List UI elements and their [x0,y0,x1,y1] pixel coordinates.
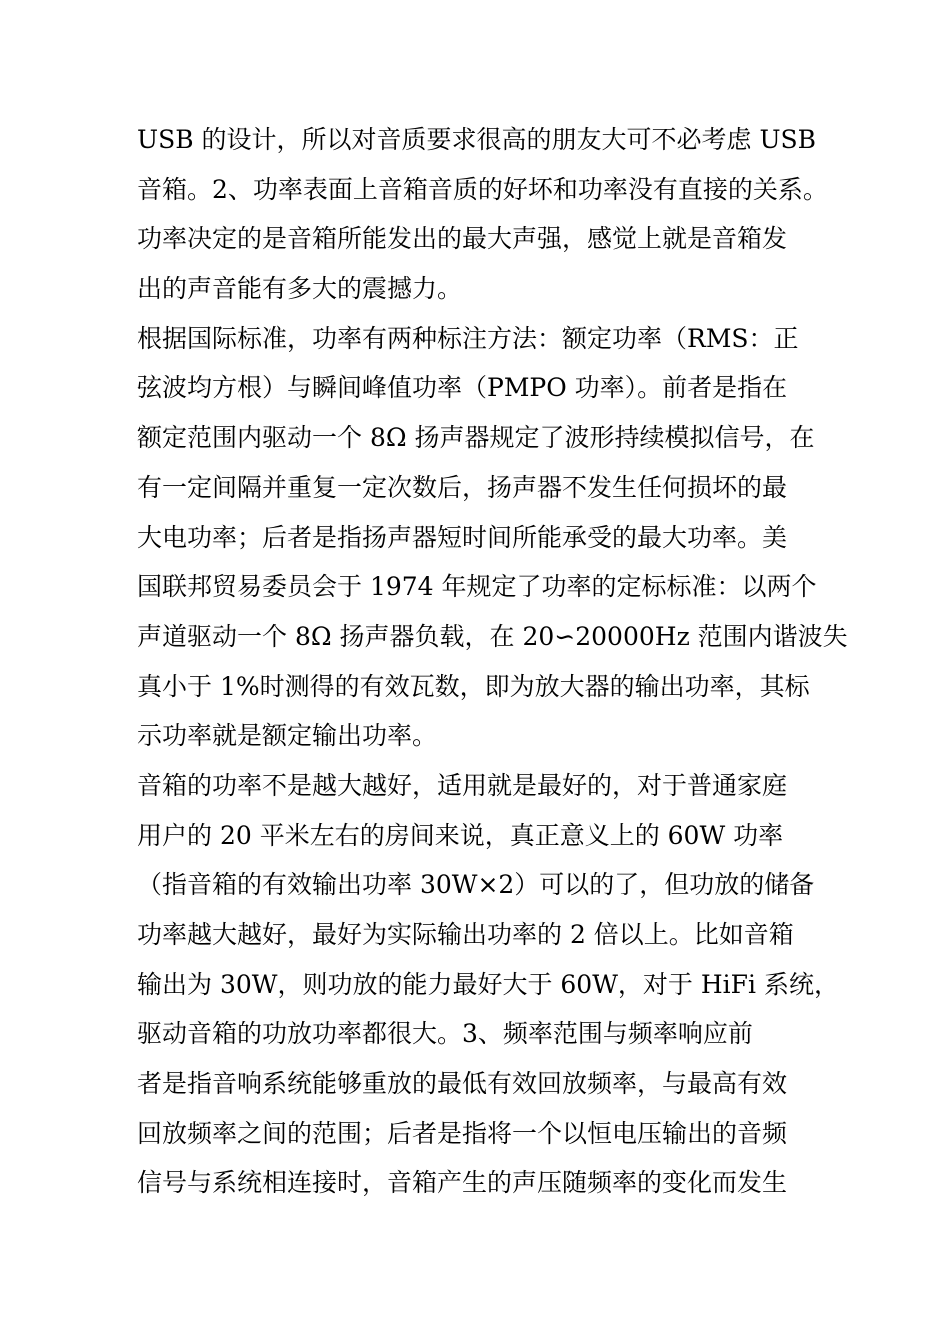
text-line: 用户的 20 平米左右的房间来说，真正意义上的 60W 功率 [137,820,784,850]
text-line: 驱动音箱的功放功率都很大。3、频率范围与频率响应前 [137,1019,753,1049]
text-line: 功率决定的是音箱所能发出的最大声强，感觉上就是音箱发 [137,224,788,254]
text-line: 出的声音能有多大的震撼力。 [137,274,463,304]
text-line: 示功率就是额定输出功率。 [137,721,438,751]
body-text [137,115,857,1208]
text-line: 者是指音响系统能够重放的最低有效回放频率，与最高有效 [137,1069,788,1099]
text-line: 有一定间隔并重复一定次数后，扬声器不发生任何损坏的最 [137,472,788,502]
text-line: 音箱。2、功率表面上音箱音质的好坏和功率没有直接的关系。 [137,174,828,204]
text-line: 信号与系统相连接时，音箱产生的声压随频率的变化而发生 [137,1168,788,1198]
text-line: 根据国际标准，功率有两种标注方法：额定功率（RMS：正 [137,323,799,353]
text-line: 音箱的功率不是越大越好，适用就是最好的，对于普通家庭 [137,770,788,800]
text-line: 大电功率；后者是指扬声器短时间所能承受的最大功率。美 [137,522,788,552]
text-line: 声道驱动一个 8Ω 扬声器负载，在 20∽20000Hz 范围内谐波失 [137,621,848,651]
text-line: 回放频率之间的范围；后者是指将一个以恒电压输出的音频 [137,1118,788,1148]
text-line: 额定范围内驱动一个 8Ω 扬声器规定了波形持续模拟信号，在 [137,423,815,453]
text-line: 功率越大越好，最好为实际输出功率的 2 倍以上。比如音箱 [137,920,794,949]
text-line: USB 的设计，所以对音质要求很高的朋友大可不必考虑 USB [137,125,817,154]
text-line: 真小于 1%时测得的有效瓦数，即为放大器的输出功率，其标 [137,671,810,701]
text-line: （指音箱的有效输出功率 30W×2）可以的了，但功放的储备 [137,870,815,900]
text-line: 弦波均方根）与瞬间峰值功率（PMPO 功率）。前者是指在 [137,373,788,403]
text-line: 输出为 30W，则功放的能力最好大于 60W，对于 HiFi 系统， [137,969,839,999]
text-line: 国联邦贸易委员会于 1974 年规定了功率的定标标准：以两个 [137,572,817,602]
